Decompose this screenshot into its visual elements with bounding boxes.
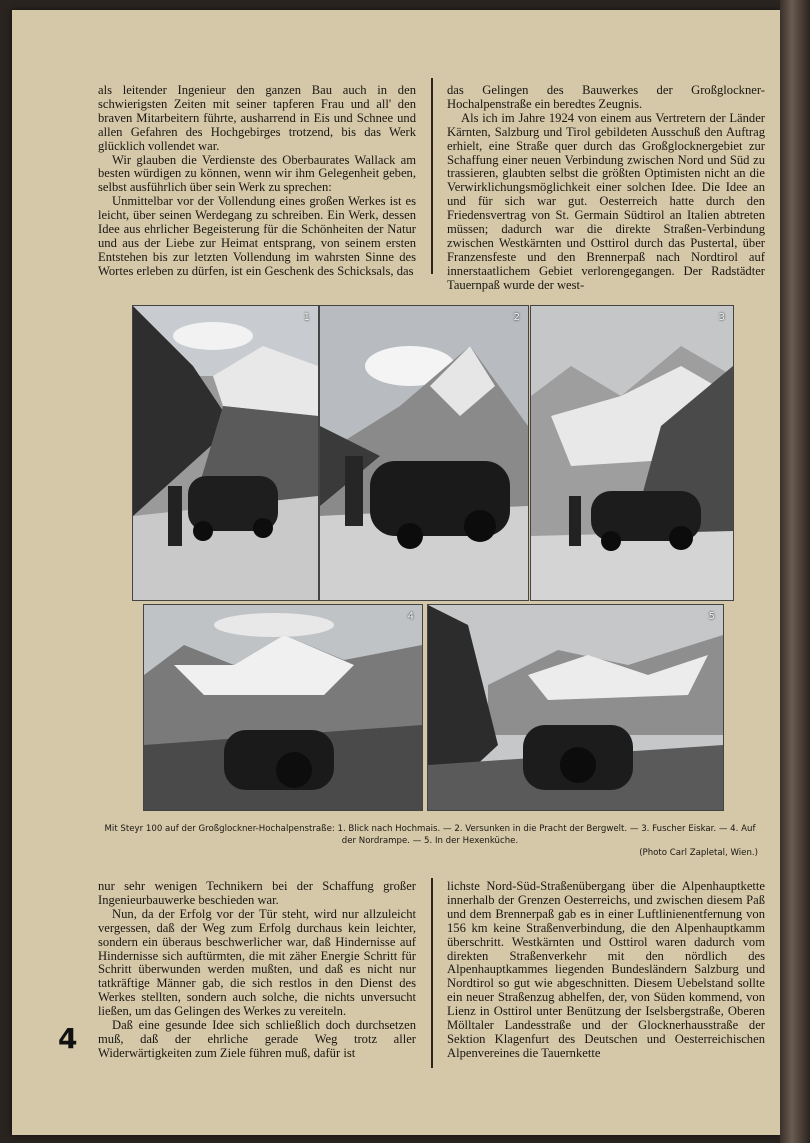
photo-2-pracht-der-bergwelt [319,305,529,601]
paragraph: als leitender Ingenieur den ganzen Bau auch in den schwierigsten Zeiten mit seiner tapferen Frau und all' den braven Mitarbeitern führte, ausharrend in Eis und Schnee und allen Gefahren des Hochgebirges trotzend, bis das Werk glücklich vollendet war. [98,83,416,153]
photo-5-image [428,605,723,810]
photo-number: 4 [407,611,414,622]
page-number: 4 [58,1022,78,1055]
paragraph: Daß eine gesunde Idee sich schließlich doch durchsetzen muß, daß der ehrliche gerade Weg trotz aller Widerwärtigkeiten zum Ziele führen muß, dafür ist [98,1018,416,1060]
photo-number: 3 [718,312,725,323]
photo-1-image [133,306,318,600]
paragraph: das Gelingen des Bauwerkes der Großglockner-Hochalpenstraße ein beredtes Zeugnis. [447,83,765,111]
article-column-left-top [98,84,416,279]
photo-5-hexenkueche [427,604,724,811]
paragraph: Unmittelbar vor der Vollendung eines großen Werkes ist es leicht, über seinen Werdegang zu schreiben. Ein Werk, dessen Idee aus ehrlicher Begeisterung für die Schönheiten der Natur und aus der Liebe zur Heimat entsprang, von seinem ersten Entstehen bis zur letzten Vollendung im wahrsten Sinne des Wortes erleben zu dürfen, ist ein Geschenk des Schicksals, das [98,194,416,278]
photo-number: 5 [708,611,715,622]
photo-4-image [144,605,422,810]
photo-caption: Mit Steyr 100 auf der Großglockner-Hochalpenstraße: 1. Blick nach Hochmais. — 2. Versunken in die Pracht der Bergwelt. — 3. Fuscher Eiskar. — 4. Auf der Nordrampe. — 5. In der Hexenküche. [104,824,756,846]
paragraph: Als ich im Jahre 1924 von einem aus Vertretern der Länder Kärnten, Salzburg und Tirol gebildeten Ausschuß den Auftrag erhielt, eine Straße quer durch das Großglocknergebiet zur Schaffung einer neuen Verbindung zwischen Nord und Süd zu trassieren, glaubten selbst die größten Optimisten nicht an die Verwirklichungsmöglichkeit einer solchen Idee. Die Idee an und für sich war gut. Oesterreich hatte durch den Friedensvertrag von St. Germain Südtirol an Italien abtreten müssen; dadurch war die direkte Straßen-Verbindung zwischen Westkärnten und Osttirol durch das Pustertal, über Franzensfeste und den Brennerpaß nach Nordtirol auf innerstaatlichem Gebiet verlorengegangen. Der Radstädter Tauernpaß wurde der west- [447,110,765,292]
book-spine-edge [780,0,810,1143]
paragraph: lichste Nord-Süd-Straßenübergang über die Alpenhauptkette innerhalb der Grenzen Oesterreichs, und zwischen diesem Paß und dem Brennerpaß gab es in einer Luftlinienentfernung von 156 km keine Straßenverbindung, die den Alpenhauptkamm überschritt. Westkärnten und Osttirol waren dadurch vom direkten Straßenverkehr mit den nördlich des Alpenhauptkammes liegenden Bundesländern Salzburg und Nordtirol so gut wie abgeschnitten. Diesem Uebelstand sollte ein neuer Straßenzug abhelfen, der, von Süden kommend, von Lienz in Osttirol unter Benützung der Iselsbergstraße, Oberen Mölltaler Landesstraße und der Glocknerhausstraße der Sektion Klagenfurt des Deutschen und Oesterreichischen Alpenvereines die Tauernkette [447,879,765,1060]
paragraph: Nun, da der Erfolg vor der Tür steht, wird nur allzuleicht vergessen, daß der Weg zum Erfolg durchaus kein leichter, sondern ein überaus beschwerlicher war, daß Hindernisse auf Hindernisse sich auftürmten, die mit zäher Energie Schritt für Schritt überwunden werden mußten, und daß es nicht nur tatkräftige Männer gab, die sich restlos in den Dienst des Werkes stellten, sondern auch solche, die nichts unversucht ließen, um das Gelingen des Werkes zu vereiteln. [98,906,416,1019]
article-column-left-bottom [98,880,416,1061]
paragraph: nur sehr wenigen Technikern bei der Schaffung großer Ingenieurbauwerke beschieden war. [98,879,416,907]
column-divider-bottom [431,878,433,1068]
photo-number: 1 [303,312,310,323]
column-divider-top [431,78,433,274]
photo-credit: (Photo Carl Zapletal, Wien.) [639,848,758,858]
photo-3-image [531,306,733,600]
paragraph: Wir glauben die Verdienste des Oberbaurates Wallack am besten würdigen zu können, wenn wir ihm Gelegenheit geben, selbst ausführlich über sein Werk zu sprechen: [98,152,416,195]
photo-2-image [320,306,528,600]
photo-number: 2 [513,312,520,323]
photo-1-hochmais [132,305,319,601]
article-column-right-top [447,84,765,293]
photo-4-nordrampe [143,604,423,811]
photo-3-fuscher-eiskar [530,305,734,601]
article-column-right-bottom [447,880,765,1061]
